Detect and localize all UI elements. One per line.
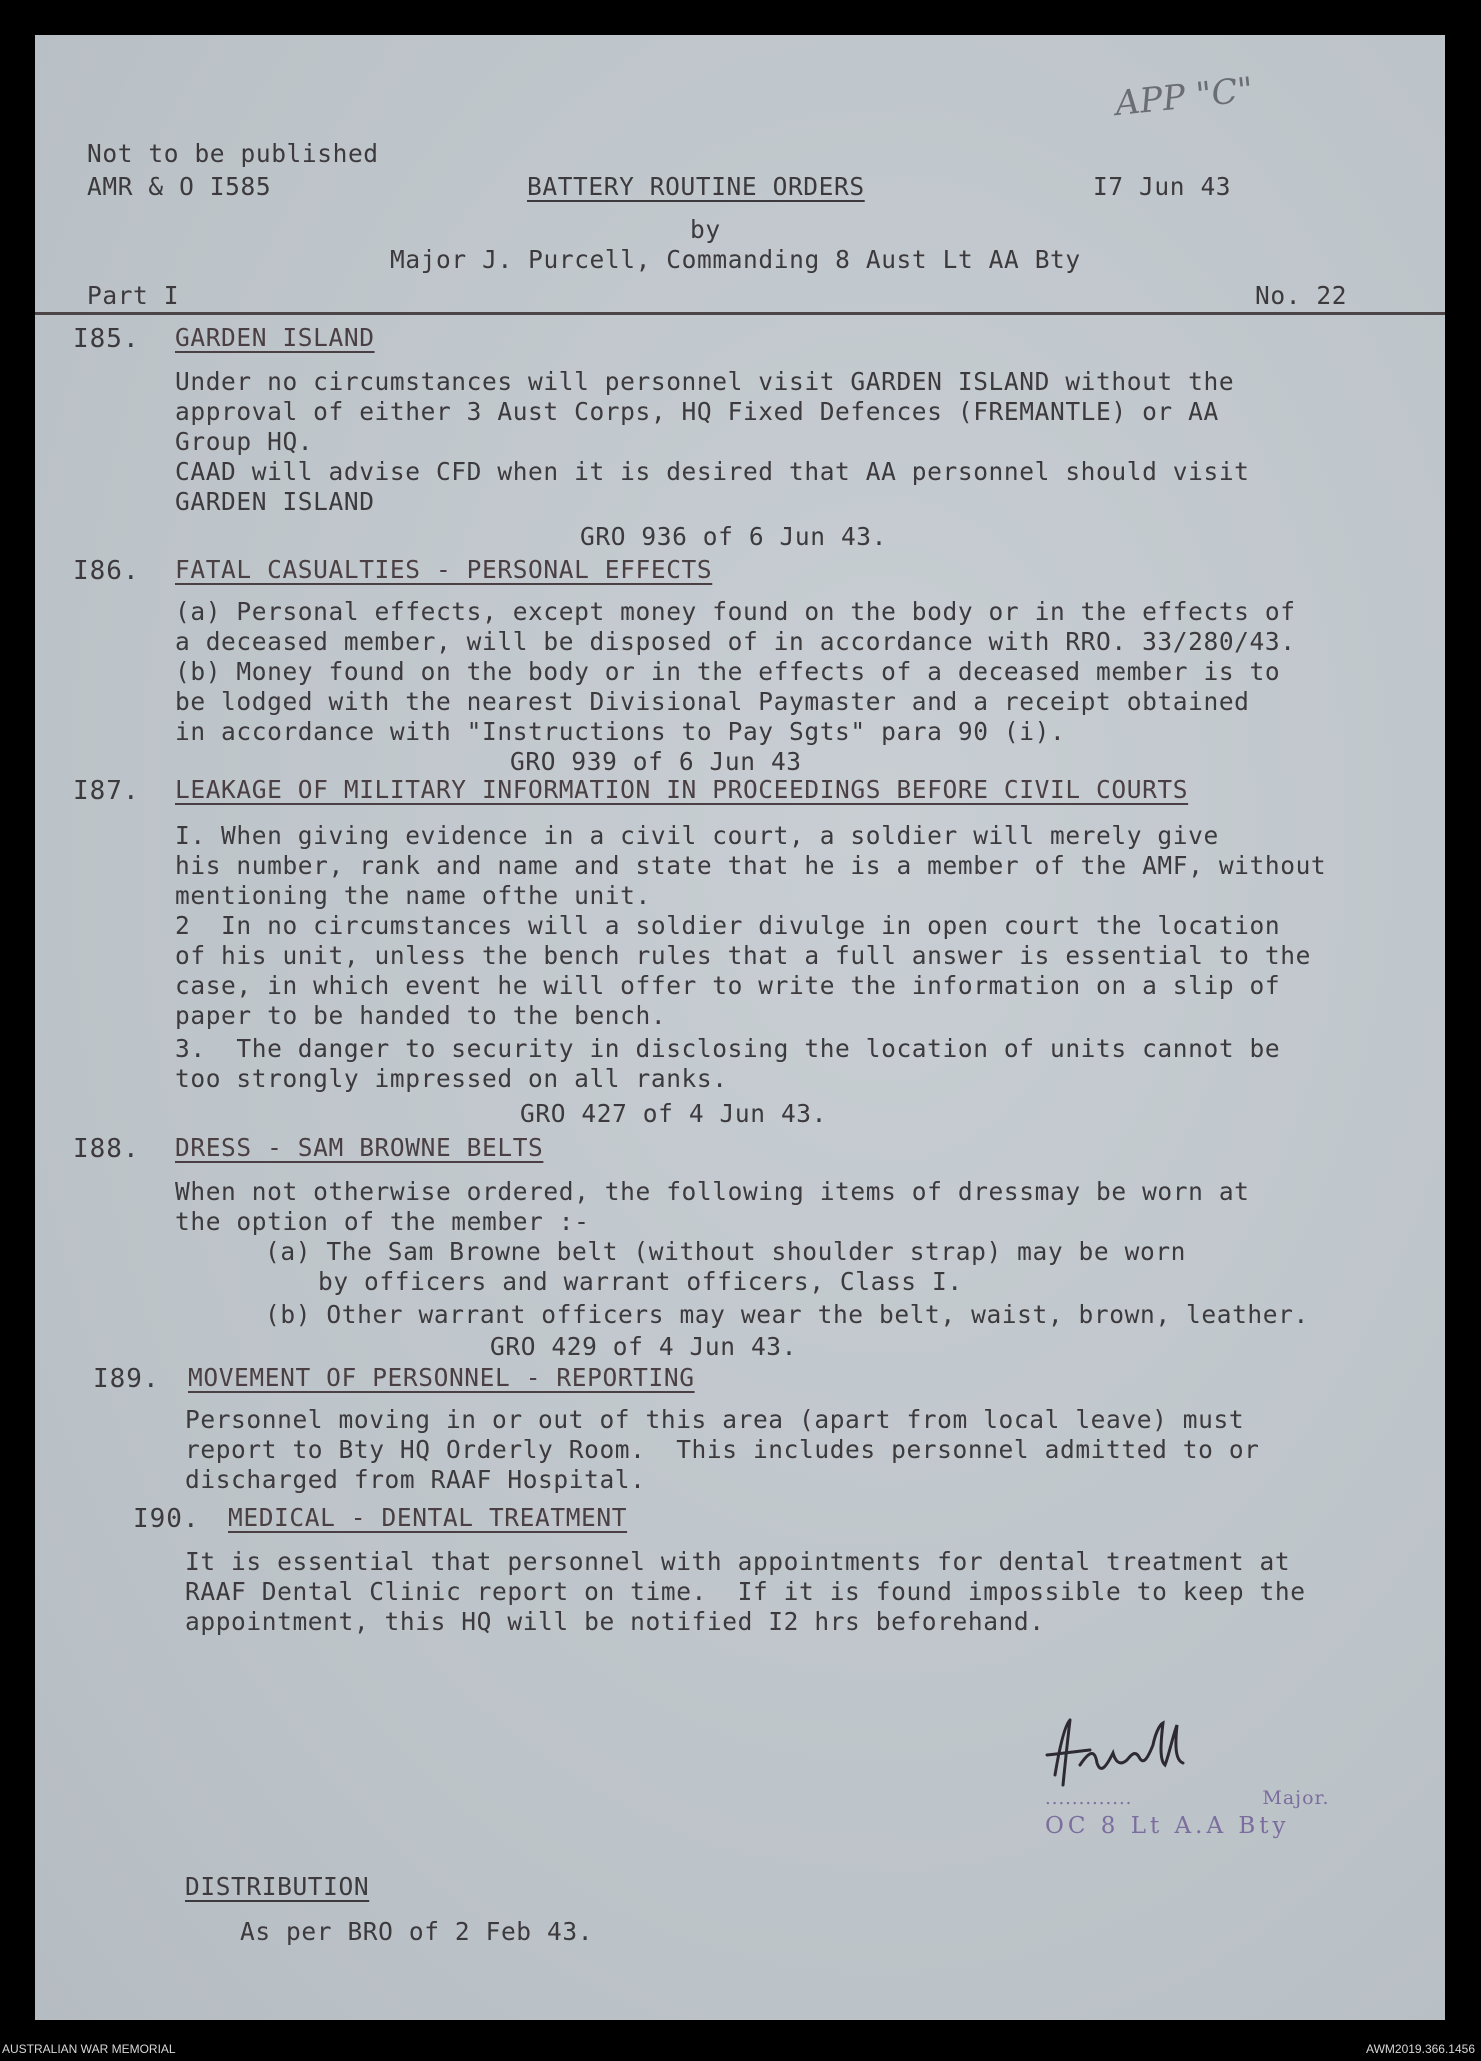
order-number-186: I86. — [73, 556, 140, 586]
order-line: appointment, this HQ will be notified I2 hrs beforehand. — [185, 1607, 1045, 1636]
order-line: RAAF Dental Clinic report on time. If it is found impossible to keep the — [185, 1577, 1306, 1606]
order-heading-185: GARDEN ISLAND — [175, 323, 375, 352]
order-number-188: I88. — [73, 1134, 140, 1164]
distribution-text: As per BRO of 2 Feb 43. — [240, 1917, 594, 1946]
order-number: No. 22 — [1255, 281, 1348, 310]
stamp-rank: Major. — [1262, 1787, 1330, 1809]
order-line: the option of the member :- — [175, 1207, 590, 1236]
order-line: I. When giving evidence in a civil court, a soldier will merely give — [175, 821, 1219, 850]
document-date: I7 Jun 43 — [1093, 172, 1232, 201]
order-line: CAAD will advise CFD when it is desired that AA personnel should visit — [175, 457, 1250, 486]
order-line: by officers and warrant officers, Class I. — [318, 1267, 963, 1296]
order-line: GARDEN ISLAND — [175, 487, 375, 516]
commander-line: Major J. Purcell, Commanding 8 Aust Lt AA Bty — [390, 245, 1081, 274]
footer-credit: AUSTRALIAN WAR MEMORIAL — [2, 2042, 176, 2056]
order-line: (b) Money found on the body or in the effects of a deceased member is to — [175, 657, 1281, 686]
not-published-notice: Not to be published — [87, 139, 379, 168]
footer-accession-number: AWM2019.366.1456 — [1366, 2042, 1475, 2056]
order-line: Group HQ. — [175, 427, 314, 456]
order-line: a deceased member, will be disposed of in accordance with RRO. 33/280/43. — [175, 627, 1296, 656]
handwritten-signature — [1035, 1715, 1235, 1795]
order-heading-187: LEAKAGE OF MILITARY INFORMATION IN PROCEEDINGS BEFORE CIVIL COURTS — [175, 775, 1189, 804]
reference-number: AMR & O I585 — [87, 172, 272, 201]
order-line: 3. The danger to security in disclosing the location of units cannot be — [175, 1034, 1281, 1063]
handwritten-annotation: APP "C" — [1113, 69, 1256, 125]
order-line: Personnel moving in or out of this area (apart from local leave) must — [185, 1405, 1245, 1434]
order-reference-187: GRO 427 of 4 Jun 43. — [520, 1099, 828, 1128]
order-line: (a) The Sam Browne belt (without shoulder strap) may be worn — [265, 1237, 1187, 1266]
order-line: his number, rank and name and state that he is a member of the AMF, without — [175, 851, 1327, 880]
distribution-heading: DISTRIBUTION — [185, 1872, 370, 1901]
document-title: BATTERY ROUTINE ORDERS — [527, 172, 865, 201]
order-reference-186: GRO 939 of 6 Jun 43 — [510, 747, 802, 776]
order-number-190: I90. — [133, 1504, 200, 1534]
order-line: (b) Other warrant officers may wear the belt, waist, brown, leather. — [265, 1300, 1309, 1329]
order-line: report to Bty HQ Orderly Room. This includes personnel admitted to or — [185, 1435, 1260, 1464]
order-line: approval of either 3 Aust Corps, HQ Fixed Defences (FREMANTLE) or AA — [175, 397, 1219, 426]
order-line: Under no circumstances will personnel visit GARDEN ISLAND without the — [175, 367, 1235, 396]
order-line: When not otherwise ordered, the following items of dressmay be worn at — [175, 1177, 1250, 1206]
stamp-unit: OC 8 Lt A.A Bty — [1045, 1813, 1290, 1839]
order-line: mentioning the name ofthe unit. — [175, 881, 651, 910]
order-line: paper to be handed to the bench. — [175, 1001, 667, 1030]
order-number-187: I87. — [73, 776, 140, 806]
order-heading-190: MEDICAL - DENTAL TREATMENT — [228, 1503, 628, 1532]
stamp-rank-line: ............. Major. — [1045, 1787, 1330, 1809]
by-line: by — [690, 215, 721, 244]
order-line: (a) Personal effects, except money found on the body or in the effects of — [175, 597, 1296, 626]
order-number-185: I85. — [73, 324, 140, 354]
order-reference-188: GRO 429 of 4 Jun 43. — [490, 1332, 798, 1361]
order-line: 2 In no circumstances will a soldier divulge in open court the location — [175, 911, 1281, 940]
order-line: be lodged with the nearest Divisional Paymaster and a receipt obtained — [175, 687, 1250, 716]
order-heading-186: FATAL CASUALTIES - PERSONAL EFFECTS — [175, 555, 713, 584]
document-page — [35, 35, 1445, 2020]
header-divider — [35, 312, 1445, 315]
order-heading-188: DRESS - SAM BROWNE BELTS — [175, 1133, 544, 1162]
order-number-189: I89. — [93, 1364, 160, 1394]
order-line: It is essential that personnel with appointments for dental treatment at — [185, 1547, 1291, 1576]
order-line: discharged from RAAF Hospital. — [185, 1465, 646, 1494]
official-stamp — [1045, 1787, 1330, 1839]
order-line: too strongly impressed on all ranks. — [175, 1064, 728, 1093]
order-line: of his unit, unless the bench rules that a full answer is essential to the — [175, 941, 1311, 970]
order-heading-189: MOVEMENT OF PERSONNEL - REPORTING — [188, 1363, 695, 1392]
part-label: Part I — [87, 281, 180, 310]
order-line: case, in which event he will offer to write the information on a slip of — [175, 971, 1281, 1000]
order-reference-185: GRO 936 of 6 Jun 43. — [580, 522, 888, 551]
order-line: in accordance with "Instructions to Pay Sgts" para 90 (i). — [175, 717, 1066, 746]
